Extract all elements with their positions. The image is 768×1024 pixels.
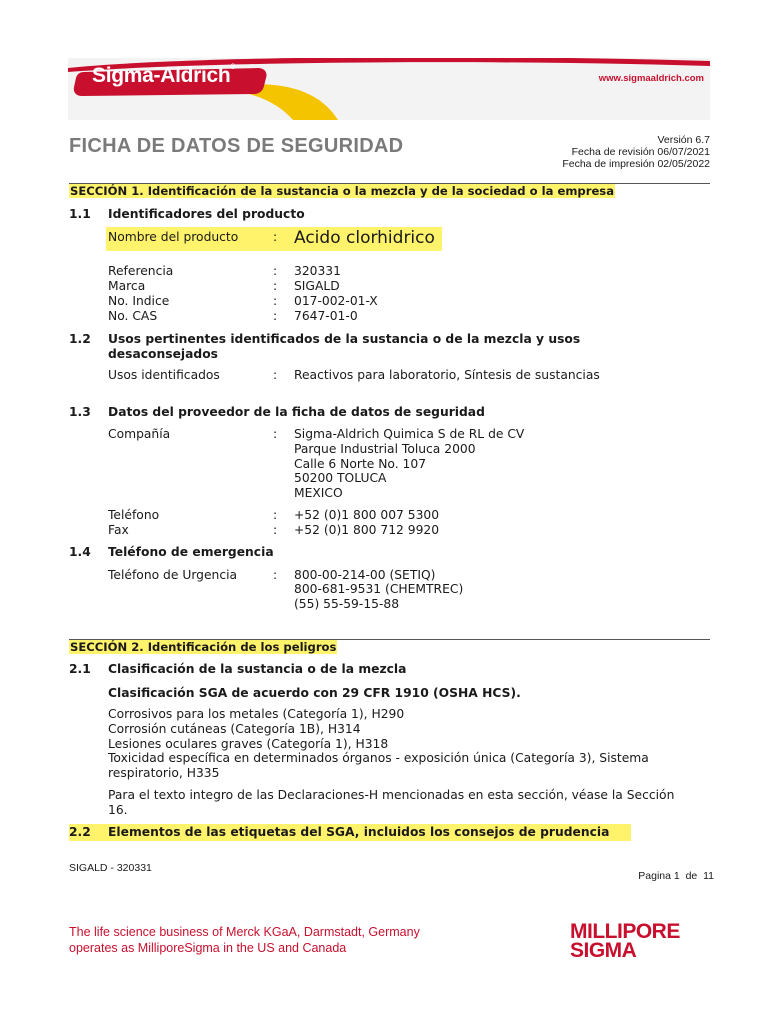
index-label: No. Indice [108, 294, 170, 308]
cas-label: No. CAS [108, 309, 158, 323]
merck-statement: The life science business of Merck KGaA, Darmstadt, Germany [69, 925, 420, 939]
colon: : [273, 264, 278, 278]
hazard-item: Corrosivos para los metales (Categoría 1), H290 [108, 707, 405, 721]
phone-label: Teléfono [108, 508, 160, 522]
emergency-phone: (55) 55-59-15-88 [294, 597, 400, 611]
subsection-title: Identificadores del producto [108, 207, 305, 221]
hazard-item: respiratorio, H335 [108, 766, 220, 780]
emergency-phone: 800-00-214-00 (SETIQ) [294, 568, 436, 582]
product-code: SIGALD - 320331 [69, 862, 152, 874]
reference-value: 320331 [294, 264, 341, 278]
colon: : [273, 427, 278, 441]
subsection-title-continued: desaconsejados [108, 347, 218, 361]
fax-label: Fax [108, 523, 129, 537]
registered-mark: ® [230, 64, 236, 71]
subsection-title: Datos del proveedor de la ficha de datos de seguridad [108, 405, 485, 419]
print-date: Fecha de impresión 02/05/2022 [562, 158, 710, 170]
brand-name: Sigma-Aldrich® [92, 64, 236, 87]
colon: : [273, 368, 278, 382]
classification-subtitle: Clasificación SGA de acuerdo con 29 CFR 1910 (OSHA HCS). [108, 686, 521, 700]
milliporesigma-logo [570, 922, 715, 962]
colon: : [273, 279, 278, 293]
merck-statement-continued: operates as MilliporeSigma in the US and Canada [69, 941, 347, 955]
uses-label: Usos identificados [108, 368, 220, 382]
company-label: Compañía [108, 427, 171, 441]
hazard-item: Corrosión cutáneas (Categoría 1B), H314 [108, 722, 361, 736]
subsection-number: 2.2 [69, 825, 91, 839]
reference-label: Referencia [108, 264, 174, 278]
subsection-title: Clasificación de la sustancia o de la mezcla [108, 662, 407, 676]
colon: : [273, 523, 278, 537]
subsection-title: Teléfono de emergencia [108, 545, 274, 559]
subsection-number: 1.4 [69, 545, 91, 559]
colon: : [273, 508, 278, 522]
subsection-title: Elementos de las etiquetas del SGA, incluidos los consejos de prudencia [108, 825, 610, 839]
version-text: Versión 6.7 [657, 134, 710, 146]
section-2-title: SECCIÓN 2. Identificación de los peligros [70, 640, 337, 654]
subsection-title: Usos pertinentes identificados de la sustancia o de la mezcla y usos [108, 332, 581, 346]
colon: : [273, 568, 278, 582]
uses-value: Reactivos para laboratorio, Síntesis de sustancias [294, 368, 600, 382]
logo-line-1: MILLIPORE [570, 920, 680, 943]
product-name-label: Nombre del producto [108, 230, 239, 244]
index-value: 017-002-01-X [294, 294, 378, 308]
subsection-number: 1.2 [69, 332, 91, 346]
product-name-value: Acido clorhidrico [294, 228, 435, 248]
brand-value: SIGALD [294, 279, 340, 293]
emergency-phone: 800-681-9531 (CHEMTREC) [294, 582, 464, 596]
colon: : [273, 294, 278, 308]
hazard-item: Lesiones oculares graves (Categoría 1), H318 [108, 737, 389, 751]
company-line: Calle 6 Norte No. 107 [294, 457, 427, 471]
emergency-phone-label: Teléfono de Urgencia [108, 568, 238, 582]
company-line: Parque Industrial Toluca 2000 [294, 442, 476, 456]
section-note-continued: 16. [108, 803, 128, 817]
fax-value: +52 (0)1 800 712 9920 [294, 523, 440, 537]
logo-line-2: SIGMA [570, 939, 637, 962]
hazard-item: Toxicidad específica en determinados órganos - exposición única (Categoría 3), Sistema [108, 751, 649, 765]
subsection-number: 1.3 [69, 405, 91, 419]
company-line: MEXICO [294, 486, 343, 500]
section-note: Para el texto integro de las Declaraciones-H mencionadas en esta sección, véase la Sección [108, 788, 675, 802]
company-line: 50200 TOLUCA [294, 471, 387, 485]
revision-date: Fecha de revisión 06/07/2021 [571, 146, 710, 158]
subsection-number: 1.1 [69, 207, 91, 221]
colon: : [273, 230, 278, 244]
website-link[interactable]: www.sigmaaldrich.com [598, 73, 704, 84]
subsection-number: 2.1 [69, 662, 91, 676]
page-number: Pagina 1 de 11 [638, 870, 714, 882]
brand-label: Marca [108, 279, 146, 293]
company-line: Sigma-Aldrich Quimica S de RL de CV [294, 427, 525, 441]
document-title: FICHA DE DATOS DE SEGURIDAD [69, 135, 404, 157]
section-1-title: SECCIÓN 1. Identificación de la sustancia o la mezcla y de la sociedad o la empresa [70, 184, 615, 198]
phone-value: +52 (0)1 800 007 5300 [294, 508, 440, 522]
colon: : [273, 309, 278, 323]
cas-value: 7647-01-0 [294, 309, 358, 323]
